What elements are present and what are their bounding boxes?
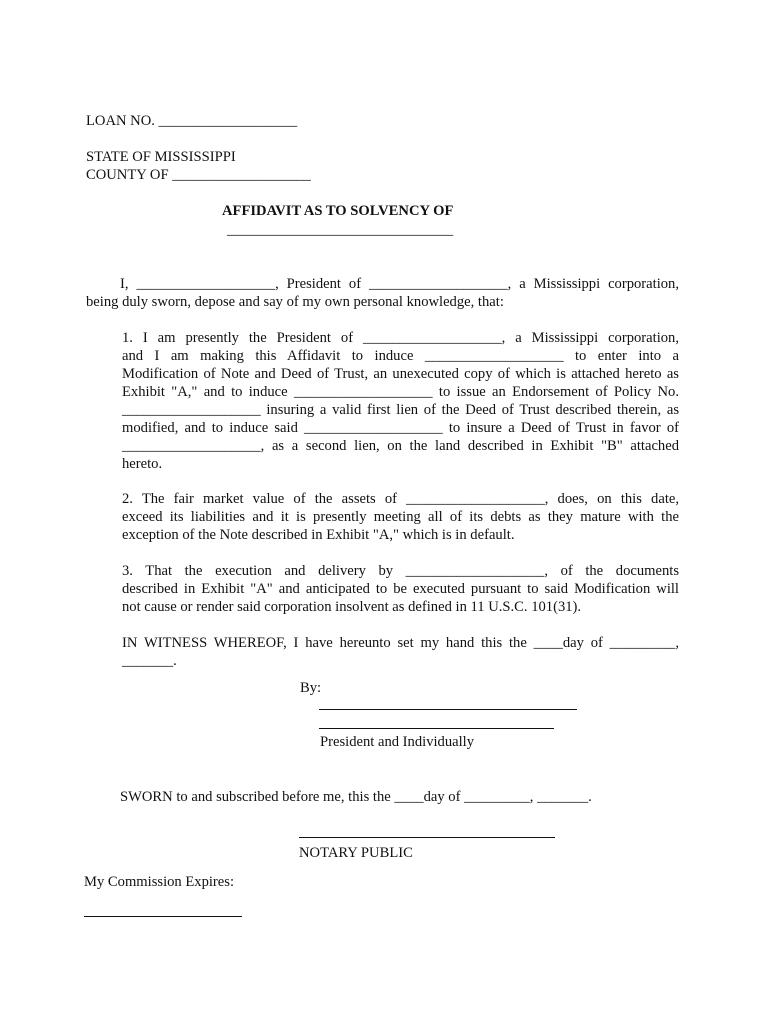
sworn-statement: SWORN to and subscribed before me, this the ____day of _________, _______. — [120, 789, 592, 805]
signature-line-2 — [319, 728, 554, 729]
paragraph-line: not cause or render said corporation insolvent as defined in 11 U.S.C. 101(31). — [122, 599, 582, 615]
witness-line: IN WITNESS WHEREOF, I have hereunto set my hand this the ____day of _________, — [122, 635, 679, 651]
paragraph-line: ___________________, as a second lien, on the land described in Exhibit "B" attached — [122, 438, 679, 454]
paragraph-line: and I am making this Affidavit to induce ___________________ to enter into a — [122, 348, 679, 364]
paragraph-line: Modification of Note and Deed of Trust, an unexecuted copy of which is attached hereto as — [122, 366, 679, 382]
paragraph-line: 3. That the execution and delivery by ___________________, of the documents — [122, 563, 679, 579]
intro-line: being duly sworn, depose and say of my own personal knowledge, that: — [86, 294, 504, 310]
commission-label: My Commission Expires: — [84, 874, 234, 890]
intro-paragraph — [86, 275, 679, 311]
notary-signature-line — [299, 837, 555, 838]
intro-line: I, ___________________, President of ___________________, a Mississippi corporation, — [120, 276, 679, 292]
paragraph-line: modified, and to induce said ___________________ to insure a Deed of Trust in favor of — [122, 420, 679, 436]
signature-by-label: By: — [300, 680, 322, 696]
commission-expiry-line — [84, 916, 242, 917]
paragraph-line: 1. I am presently the President of ___________________, a Mississippi corporation, — [122, 330, 679, 346]
paragraph-1 — [122, 329, 679, 473]
document-title: AFFIDAVIT AS TO SOLVENCY OF — [222, 203, 454, 219]
paragraph-line: Exhibit "A," and to induce ___________________ to issue an Endorsement of Policy No. — [122, 384, 679, 400]
witness-line: _______. — [122, 653, 177, 669]
paragraph-line: exceed its liabilities and it is presently meeting all of its debts as they mature with the — [122, 509, 679, 525]
loan-number-line: LOAN NO. ___________________ — [86, 113, 298, 129]
title-blank-line: _______________________________ — [227, 222, 454, 238]
paragraph-line: 2. The fair market value of the assets of ___________________, does, on this date, — [122, 491, 679, 507]
paragraph-line: ___________________ insuring a valid first lien of the Deed of Trust described therein, as — [122, 402, 679, 418]
paragraph-2 — [122, 490, 679, 544]
paragraph-line: exception of the Note described in Exhibit "A," which is in default. — [122, 527, 515, 543]
state-line: STATE OF MISSISSIPPI — [86, 149, 236, 165]
county-line: COUNTY OF ___________________ — [86, 167, 311, 183]
witness-paragraph — [122, 634, 679, 670]
paragraph-3 — [122, 562, 679, 616]
signature-line — [319, 709, 577, 710]
paragraph-line: hereto. — [122, 456, 163, 472]
signature-caption: President and Individually — [320, 734, 475, 750]
notary-caption: NOTARY PUBLIC — [299, 845, 413, 861]
paragraph-line: described in Exhibit "A" and anticipated to be executed pursuant to said Modification will — [122, 581, 679, 597]
